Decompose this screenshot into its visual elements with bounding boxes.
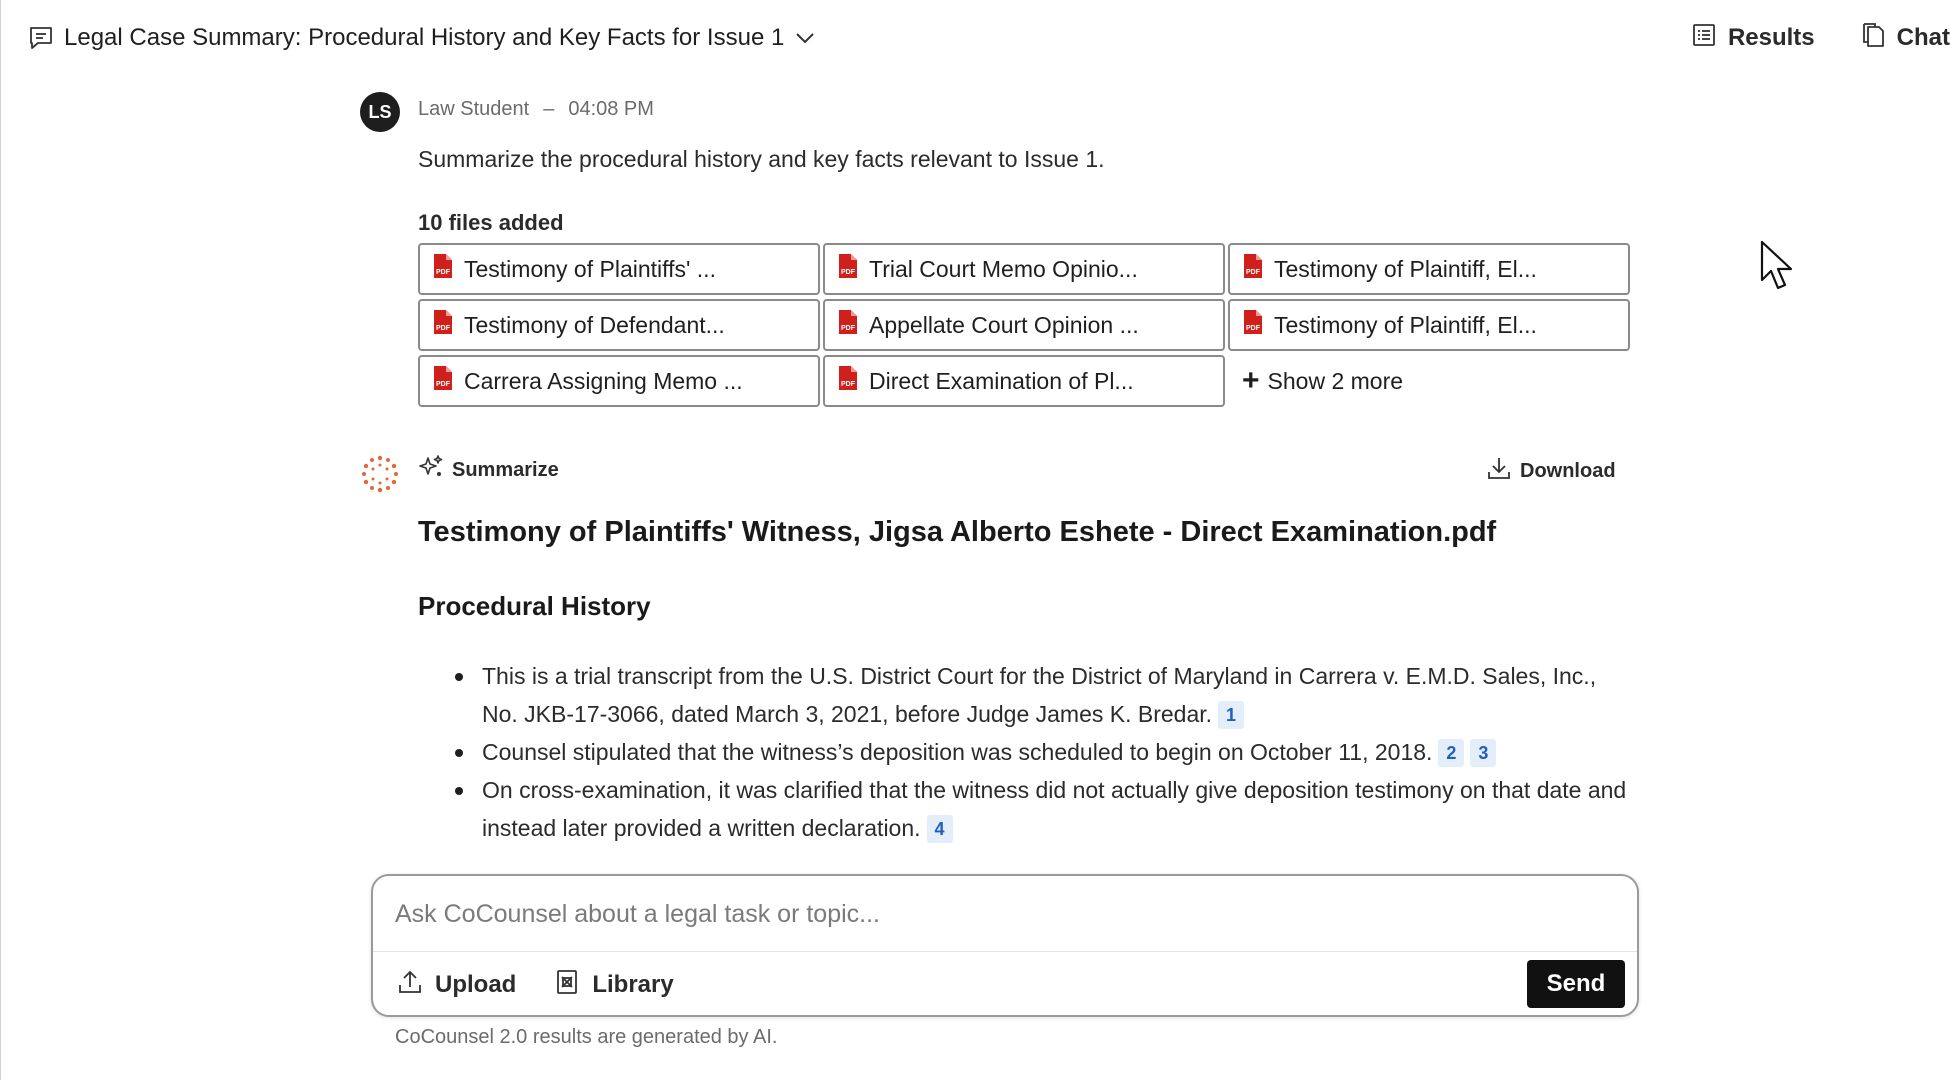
left-divider bbox=[0, 0, 1, 1080]
document-title: Testimony of Plaintiffs' Witness, Jigsa Alberto Eshete - Direct Examination.pdf bbox=[418, 516, 1497, 548]
author-name: Law Student bbox=[418, 98, 530, 120]
plus-icon: + bbox=[1242, 364, 1260, 397]
file-name: Testimony of Defendant... bbox=[464, 311, 725, 338]
pdf-file-icon bbox=[432, 253, 454, 285]
download-label: Download bbox=[1520, 459, 1616, 482]
upload-button[interactable] bbox=[397, 969, 516, 1002]
library-button[interactable] bbox=[554, 969, 673, 1002]
conversation-title-dropdown[interactable] bbox=[28, 20, 816, 56]
composer-divider bbox=[373, 951, 1637, 952]
library-icon bbox=[554, 969, 580, 1002]
svg-text:PDF: PDF bbox=[436, 269, 450, 276]
svg-text:PDF: PDF bbox=[841, 325, 855, 332]
mouse-pointer-icon bbox=[1760, 240, 1796, 292]
pdf-file-icon bbox=[432, 365, 454, 397]
bullet-text: On cross-examination, it was clarified that the witness did not actually give deposition testimony on that date and instead later provided a written declaration. bbox=[482, 777, 1627, 841]
user-message-text: Summarize the procedural history and key facts relevant to Issue 1. bbox=[418, 146, 1105, 172]
message-time: 04:08 PM bbox=[568, 98, 654, 120]
sparkle-icon bbox=[418, 454, 444, 486]
list-icon bbox=[1692, 23, 1716, 54]
citation-badge[interactable]: 4 bbox=[927, 815, 953, 843]
skill-tag bbox=[418, 456, 559, 484]
file-name: Direct Examination of Pl... bbox=[869, 367, 1134, 394]
prompt-input[interactable] bbox=[395, 892, 1595, 936]
conversation-header bbox=[0, 0, 1950, 76]
file-name: Testimony of Plaintiffs' ... bbox=[464, 255, 716, 282]
documents-icon bbox=[1861, 22, 1885, 55]
svg-text:PDF: PDF bbox=[841, 269, 855, 276]
file-chip[interactable] bbox=[1228, 243, 1630, 295]
upload-icon bbox=[397, 969, 423, 1002]
upload-label: Upload bbox=[435, 971, 517, 998]
ai-disclaimer: CoCounsel 2.0 results are generated by AI. bbox=[395, 1026, 778, 1048]
procedural-history-list bbox=[418, 657, 1628, 847]
svg-text:PDF: PDF bbox=[1246, 325, 1260, 332]
list-item bbox=[418, 733, 1628, 771]
conversation-title: Legal Case Summary: Procedural History and Key Facts for Issue 1 bbox=[64, 24, 785, 51]
pdf-file-icon bbox=[837, 253, 859, 285]
list-item bbox=[418, 771, 1628, 847]
file-name: Appellate Court Opinion ... bbox=[869, 311, 1139, 338]
file-name: Testimony of Plaintiff, El... bbox=[1274, 311, 1537, 338]
pdf-file-icon bbox=[837, 309, 859, 341]
file-name: Carrera Assigning Memo ... bbox=[464, 367, 743, 394]
section-heading: Procedural History bbox=[418, 591, 651, 621]
download-icon bbox=[1486, 455, 1512, 487]
svg-text:PDF: PDF bbox=[841, 381, 855, 388]
download-button[interactable] bbox=[1486, 455, 1616, 487]
files-added-label: 10 files added bbox=[418, 210, 564, 235]
results-label: Results bbox=[1727, 24, 1815, 51]
user-avatar: LS bbox=[360, 92, 400, 132]
show-more-files-button[interactable] bbox=[1228, 355, 1630, 407]
svg-text:PDF: PDF bbox=[436, 381, 450, 388]
file-chip[interactable] bbox=[823, 355, 1225, 407]
pdf-file-icon bbox=[1242, 309, 1264, 341]
citation-badge[interactable]: 2 bbox=[1438, 739, 1464, 767]
citation-badge[interactable]: 1 bbox=[1218, 701, 1244, 729]
list-item bbox=[418, 657, 1628, 733]
file-chip[interactable] bbox=[418, 243, 820, 295]
assistant-avatar-icon bbox=[360, 454, 400, 494]
pdf-file-icon bbox=[1242, 253, 1264, 285]
svg-text:PDF: PDF bbox=[1246, 269, 1260, 276]
bullet-text: Counsel stipulated that the witness’s deposition was scheduled to begin on October 11, 2018. bbox=[482, 739, 1433, 765]
message-meta bbox=[418, 98, 654, 121]
file-name: Testimony of Plaintiff, El... bbox=[1274, 255, 1537, 282]
chat-label: Chat bbox=[1896, 24, 1950, 51]
file-name: Trial Court Memo Opinio... bbox=[869, 255, 1138, 282]
file-chip[interactable] bbox=[823, 243, 1225, 295]
chevron-down-icon bbox=[794, 27, 816, 49]
bullet-text: This is a trial transcript from the U.S. District Court for the District of Maryland in Carrera v. E.M.D. Sales, Inc., No. JKB-17-3066, dated March 3, 2021, before Judge James K. Bredar. bbox=[482, 663, 1597, 727]
send-button[interactable]: Send bbox=[1527, 960, 1625, 1008]
show-more-label: Show 2 more bbox=[1267, 367, 1404, 394]
skill-label: Summarize bbox=[452, 458, 559, 481]
meta-separator: – bbox=[543, 98, 555, 120]
file-chip[interactable] bbox=[1228, 299, 1630, 351]
prompt-composer bbox=[371, 874, 1639, 1017]
citation-badge[interactable]: 3 bbox=[1470, 739, 1496, 767]
library-label: Library bbox=[592, 971, 674, 998]
file-chip[interactable] bbox=[418, 299, 820, 351]
pdf-file-icon bbox=[432, 309, 454, 341]
pdf-file-icon bbox=[837, 365, 859, 397]
file-chip[interactable] bbox=[418, 355, 820, 407]
chat-button[interactable] bbox=[1861, 22, 1950, 55]
chat-bubble-icon bbox=[28, 25, 54, 51]
results-button[interactable] bbox=[1692, 23, 1815, 54]
attached-files-grid bbox=[418, 243, 1630, 407]
svg-text:PDF: PDF bbox=[436, 325, 450, 332]
file-chip[interactable] bbox=[823, 299, 1225, 351]
